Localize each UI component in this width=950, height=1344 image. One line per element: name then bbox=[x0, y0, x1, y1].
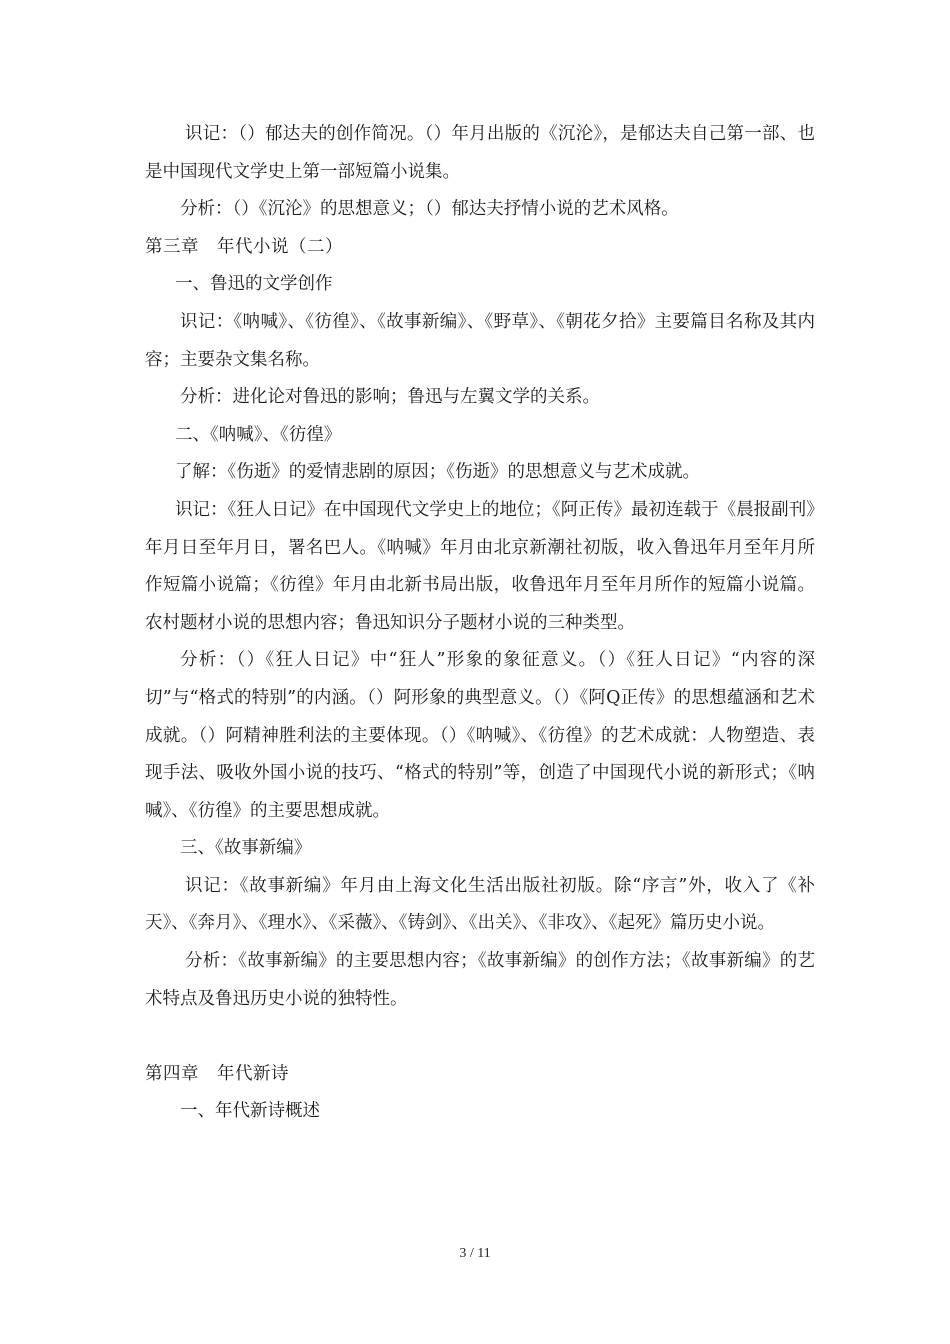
paragraph-understand-shangshi: 了解：《伤逝》的爱情悲剧的原因；《伤逝》的思想意义与艺术成就。 bbox=[175, 462, 700, 483]
chapter-4-number: 第四章 bbox=[145, 1063, 199, 1084]
chapter-3-number: 第三章 bbox=[145, 236, 199, 257]
page-number: 3 / 11 bbox=[459, 1246, 491, 1261]
paragraph-memorize-luxun-works: 识记：《呐喊》、《彷徨》、《故事新编》、《野草》、《朝花夕拾》主要篇目名称及其内容；主要杂文集名称。 bbox=[145, 311, 815, 370]
section-2-heading: 二、《呐喊》、《彷徨》 bbox=[175, 424, 342, 445]
chapter-4-heading bbox=[145, 1056, 815, 1094]
section-3-heading: 三、《故事新编》 bbox=[180, 838, 312, 859]
chapter-4-title: 年代新诗 bbox=[217, 1063, 289, 1084]
blank-line bbox=[145, 1018, 815, 1056]
page-content bbox=[145, 116, 815, 1131]
paragraph-analysis-chenlun: 分析：（）《沉沦》的思想意义；（）郁达夫抒情小说的艺术风格。 bbox=[180, 199, 679, 220]
paragraph-analysis-gushi-xinbian: 分析：《故事新编》的主要思想内容；《故事新编》的创作方法；《故事新编》的艺术特点及鲁迅历史小说的独特性。 bbox=[145, 951, 815, 1009]
section-4-heading: 一、年代新诗概述 bbox=[180, 1101, 320, 1122]
paragraph-analysis-kuangren: 分析：（）《狂人日记》中“狂人”形象的象征意义。（）《狂人日记》“内容的深切”与“格式的特别”的内涵。（）阿形象的典型意义。（）《阿Q正传》的思想蕴涵和艺术成就。（）阿精神胜利法的主要体现。（）《呐喊》、《彷徨》的艺术成就：人物塑造、表现手法、吸收外国小说的技巧、“格式的特别”等，创造了中国现代小说的新形式；《呐喊》、《彷徨》的主要思想成就。 bbox=[145, 650, 815, 821]
paragraph-memorize-nahan-panghuang: 识记：《狂人日记》在中国现代文学史上的地位；《阿正传》最初连载于《晨报副刊》年月日至年月日，署名巴人。《呐喊》年月由北京新潮社初版，收入鲁迅年月至年月所作短篇小说篇；《彷徨》年月由北新书局出版，收鲁迅年月至年月所作的短篇小说篇。农村题材小说的思想内容；鲁迅知识分子题材小说的三种类型。 bbox=[145, 499, 815, 633]
paragraph-analysis-luxun: 分析：进化论对鲁迅的影响；鲁迅与左翼文学的关系。 bbox=[180, 387, 600, 408]
paragraph-memorize-yu-dafu: 识记：（）郁达夫的创作简况。（）年月出版的《沉沦》，是郁达夫自己第一部、也是中国现代文学史上第一部短篇小说集。 bbox=[145, 124, 815, 182]
section-1-heading: 一、鲁迅的文学创作 bbox=[175, 274, 333, 295]
paragraph-memorize-gushi-xinbian: 识记：《故事新编》年月由上海文化生活出版社初版。除“序言”外，收入了《补天》、《奔月》、《理水》、《采薇》、《铸剑》、《出关》、《非攻》、《起死》篇历史小说。 bbox=[145, 875, 815, 934]
chapter-3-title: 年代小说（二） bbox=[217, 236, 343, 257]
chapter-3-heading bbox=[145, 229, 815, 267]
